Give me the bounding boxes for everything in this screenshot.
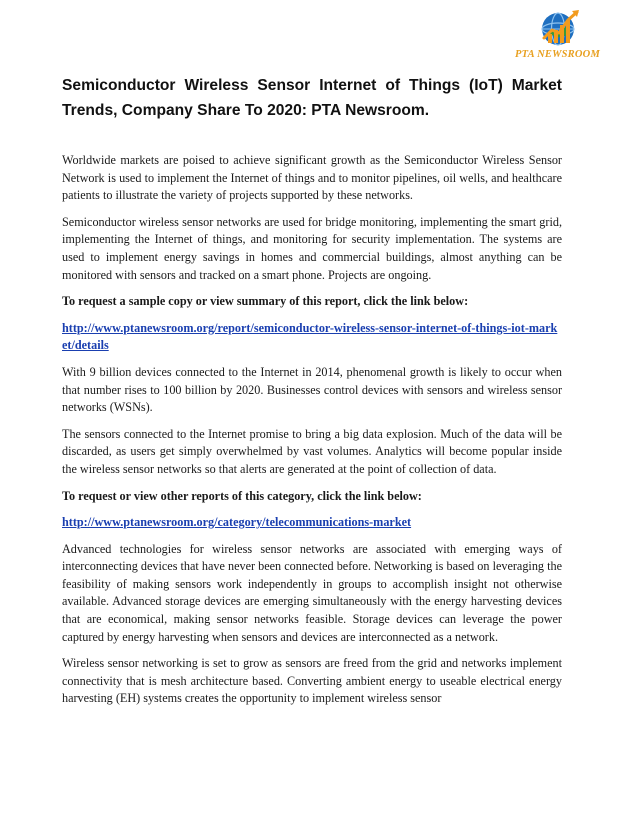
sample-request-link[interactable]: http://www.ptanewsroom.org/report/semiconductor-wireless-sensor-internet-of-things-iot-market/details: [62, 320, 558, 353]
paragraph-4: The sensors connected to the Internet promise to bring a big data explosion. Much of the data will be discarded, as users get simply overwhelmed by vast volumes. Analytics will become popular inside the wireless sensor networks so that alerts are generated at the point of collection of data.: [62, 426, 562, 476]
category-request-prompt: To request or view other reports of this category, click the link below:: [62, 488, 422, 503]
globe-growth-chart-icon: [530, 8, 586, 48]
paragraph-3: With 9 billion devices connected to the Internet in 2014, phenomenal growth is likely to occur when that number rises to 100 billion by 2020. Businesses control devices with sensors and wireless sensor networks (WSNs).: [62, 364, 562, 415]
document-title: Semiconductor Wireless Sensor Internet of Things (IoT) Market Trends, Company Share To 2020: PTA Newsroom.: [62, 77, 562, 119]
category-link[interactable]: http://www.ptanewsroom.org/category/telecommunications-market: [62, 515, 412, 530]
sample-request-link-paragraph: [62, 320, 562, 355]
paragraph-1: Worldwide markets are poised to achieve significant growth as the Semiconductor Wireless Sensor Network is used to implement the Internet of things and to monitor pipelines, oil wells, and healthcare patients to illustrate the variety of projects supported by these networks.: [62, 153, 562, 203]
paragraph-5: Advanced technologies for wireless sensor networks are associated with emerging ways of interconnecting devices that have never been connected before. Networking is based on leveraging the feasibility of making sensors work independently in groups to accomplish insight not otherwise available. Advanced storage devices are emerging simultaneously with the energy harvesting devices that are economical, making sensor networks feasible. Storage devices can leverage the power captured by energy harvesting when sensors and devices are interconnected as a network.: [62, 541, 562, 644]
paragraph-2: Semiconductor wireless sensor networks are used for bridge monitoring, implementing the smart grid, implementing the Internet of things, and monitoring for security implementation. The systems are used to implement energy savings in homes and commercial buildings, almost anything can be monitored with sensors and tracked on a smart phone. Projects are ongoing.: [62, 214, 562, 282]
sample-request-prompt: To request a sample copy or view summary of this report, click the link below:: [62, 294, 469, 309]
category-link-paragraph: [62, 514, 562, 532]
pta-newsroom-logo: [505, 8, 610, 66]
document-body: [62, 152, 562, 717]
paragraph-6: Wireless sensor networking is set to grow as sensors are freed from the grid and networks implement connectivity that is mesh architecture based. Converting ambient energy to useable electrical energy harvesting (EH) systems creates the opportunity to implement wireless sensor: [62, 656, 562, 706]
logo-text: PTA NEWSROOM: [515, 49, 600, 60]
